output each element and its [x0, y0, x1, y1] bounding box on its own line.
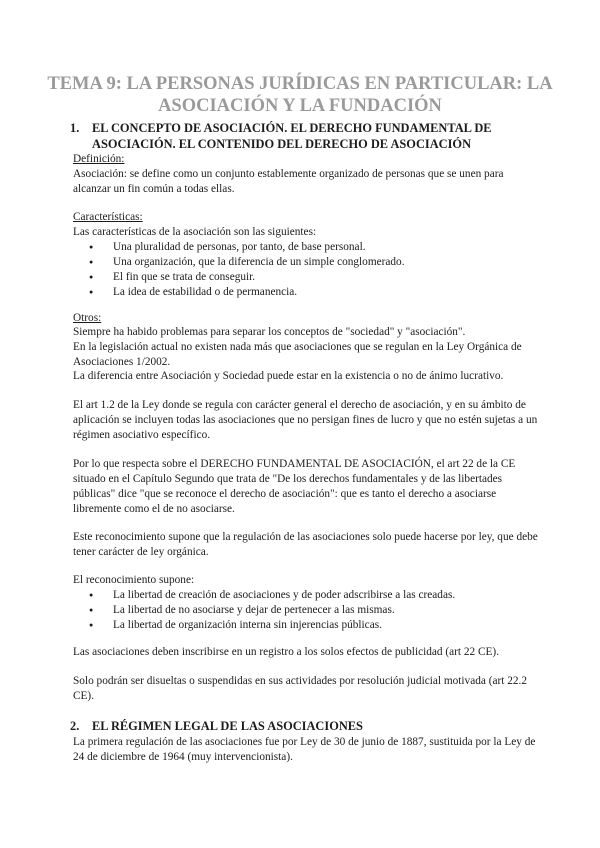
reconocimiento-list	[73, 588, 543, 633]
list-item: ● La libertad de creación de asociaciones y de poder adscribirse a las creadas.	[73, 588, 543, 603]
paragraph-disueltas: Solo podrán ser disueltas o suspendidas en sus actividades por resolución judicial motivada (art 22.2 CE).	[73, 675, 527, 702]
otros-line: En la legislación actual no existen nada más que asociaciones que se regulan en la Ley Orgánica de Asociaciones 1/2002.	[73, 341, 522, 368]
otros-line: La diferencia entre Asociación y Sociedad puede estar en la existencia o no de ánimo lucrativo.	[73, 370, 504, 382]
document-title: TEMA 9: LA PERSONAS JURÍDICAS EN PARTICULAR: LA ASOCIACIÓN Y LA FUNDACIÓN	[47, 74, 553, 116]
otros-line: Siempre ha habido problemas para separar los conceptos de "sociedad" y "asociación".	[73, 326, 466, 338]
otros-label: Otros:	[73, 312, 102, 324]
list-item: ● La libertad de organización interna sin injerencias públicas.	[73, 618, 543, 633]
caracteristicas-label: Características:	[73, 211, 143, 223]
definicion-text: Asociación: se define como un conjunto establemente organizado de personas que se unen para alcanzar un fin común a todas ellas.	[73, 168, 504, 195]
list-item: ● El fin que se trata de conseguir.	[73, 270, 543, 285]
paragraph-registro: Las asociaciones deben inscribirse en un registro a los solos efectos de publicidad (art 22 CE).	[73, 646, 500, 658]
list-item: ● La libertad de no asociarse y dejar de pertenecer a las mismas.	[73, 603, 543, 618]
section-1-heading	[70, 120, 552, 152]
section-2-number: 2.	[70, 719, 80, 733]
section-1-heading-text: EL CONCEPTO DE ASOCIACIÓN. EL DERECHO FUNDAMENTAL DE ASOCIACIÓN. EL CONTENIDO DEL DERECHO DE ASOCIACIÓN	[92, 121, 492, 151]
definicion-label: Definición:	[73, 153, 125, 165]
paragraph-art-1-2: El art 1.2 de la Ley donde se regula con carácter general el derecho de asociación, y en su ámbito de aplicación se incluyen todas las asociaciones que no persigan fines de lucro y que no estén sujetas a un régimen asociativo específico.	[73, 399, 538, 441]
section-2-heading	[70, 718, 552, 734]
caracteristicas-list	[73, 240, 543, 300]
paragraph-reconocimiento: Este reconocimiento supone que la regulación de las asociaciones solo puede hacerse por ley, que debe tener carácter de ley orgánica.	[73, 531, 538, 558]
section-1-number: 1.	[70, 121, 80, 135]
list-item: ● Una pluralidad de personas, por tanto, de base personal.	[73, 240, 543, 255]
section-2-heading-text: EL RÉGIMEN LEGAL DE LAS ASOCIACIONES	[92, 719, 363, 733]
paragraph-art-22: Por lo que respecta sobre el DERECHO FUNDAMENTAL DE ASOCIACIÓN, el art 22 de la CE situado en el Capítulo Segundo que trata de "De los derechos fundamentales y de las libertades públicas" dice "que se reconoce el derecho de asociación": que es tanto el derecho a asociarse libremente como el de no asociarse.	[73, 458, 516, 515]
reconocimiento-intro: El reconocimiento supone:	[73, 574, 195, 586]
caracteristicas-intro: Las características de la asociación son las siguientes:	[73, 226, 317, 238]
list-item: ● Una organización, que la diferencia de un simple conglomerado.	[73, 255, 543, 270]
list-item: ● La idea de estabilidad o de permanencia.	[73, 285, 543, 300]
paragraph-regimen-legal: La primera regulación de las asociaciones fue por Ley de 30 de junio de 1887, sustituida por la Ley de 24 de diciembre de 1964 (muy intervencionista).	[73, 736, 536, 763]
